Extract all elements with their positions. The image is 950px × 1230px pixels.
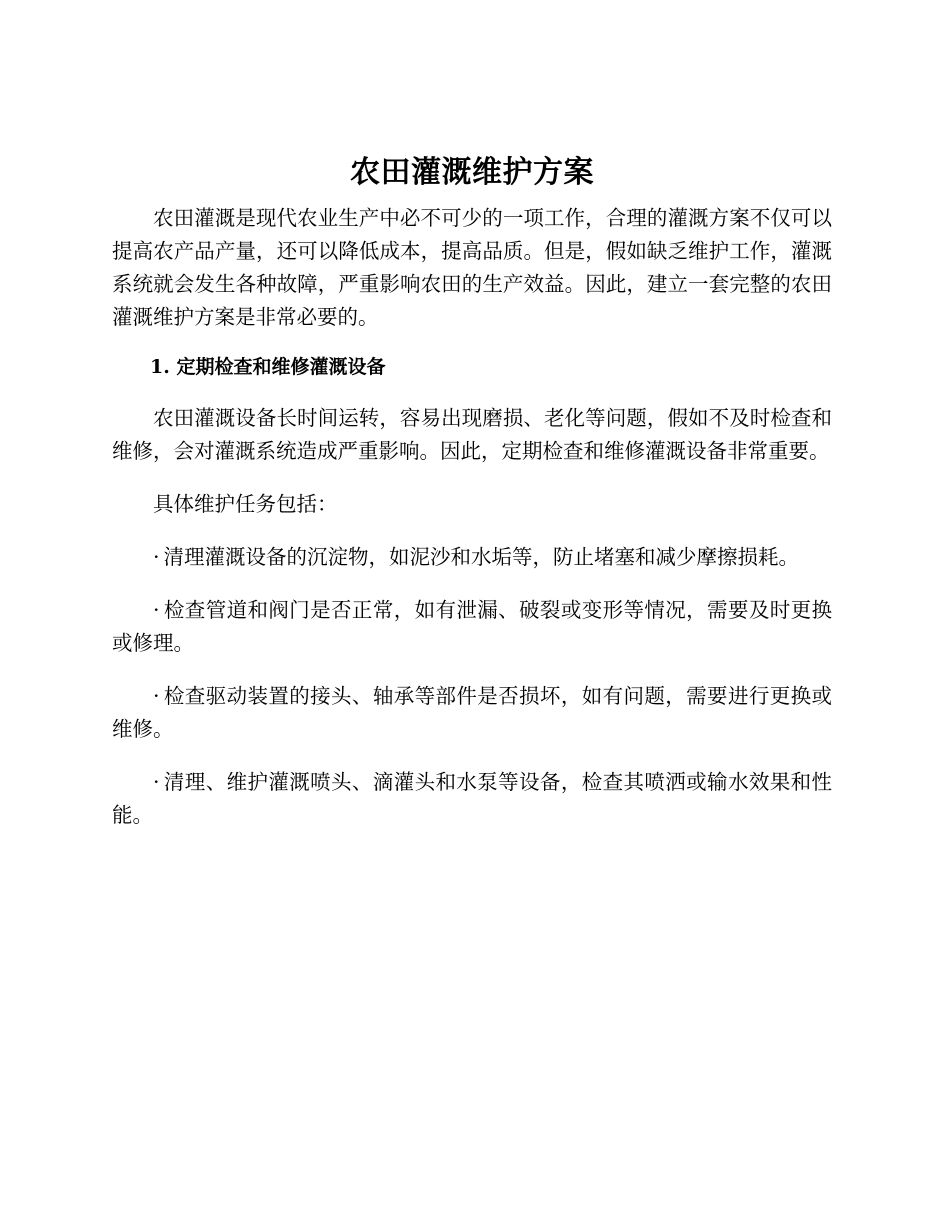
list-item [112, 541, 832, 574]
list-item [112, 766, 832, 832]
list-item-text: 检查管道和阀门是否正常，如有泄漏、破裂或变形等情况，需要及时更换或修理。 [112, 598, 832, 655]
bullet-icon: · [153, 598, 160, 622]
bullet-icon: · [153, 545, 160, 569]
tasks-intro: 具体维护任务包括： [153, 492, 338, 516]
bullet-icon: · [153, 770, 160, 794]
section-body-paragraph: 农田灌溉设备长时间运转，容易出现磨损、老化等问题，假如不及时检查和维修，会对灌溉系统造成严重影响。因此，定期检查和维修灌溉设备非常重要。 [112, 406, 832, 463]
intro-paragraph: 农田灌溉是现代农业生产中必不可少的一项工作，合理的灌溉方案不仅可以提高农产品产量，还可以降低成本，提高品质。但是，假如缺乏维护工作，灌溉系统就会发生各种故障，严重影响农田的生产效益。因此，建立一套完整的农田灌溉维护方案是非常必要的。 [112, 206, 832, 329]
section-heading: 1. 定期检查和维修灌溉设备 [150, 356, 386, 378]
bullet-icon: · [153, 684, 160, 708]
list-item [112, 594, 832, 660]
document-page [112, 148, 832, 852]
list-item [112, 680, 832, 746]
document-title: 农田灌溉维护方案 [350, 155, 594, 190]
list-item-text: 清理、维护灌溉喷头、滴灌头和水泵等设备，检查其喷洒或输水效果和性能。 [112, 770, 832, 827]
list-item-text: 检查驱动装置的接头、轴承等部件是否损坏，如有问题，需要进行更换或维修。 [112, 684, 832, 741]
list-item-text: 清理灌溉设备的沉淀物，如泥沙和水垢等，防止堵塞和减少摩擦损耗。 [163, 545, 800, 569]
